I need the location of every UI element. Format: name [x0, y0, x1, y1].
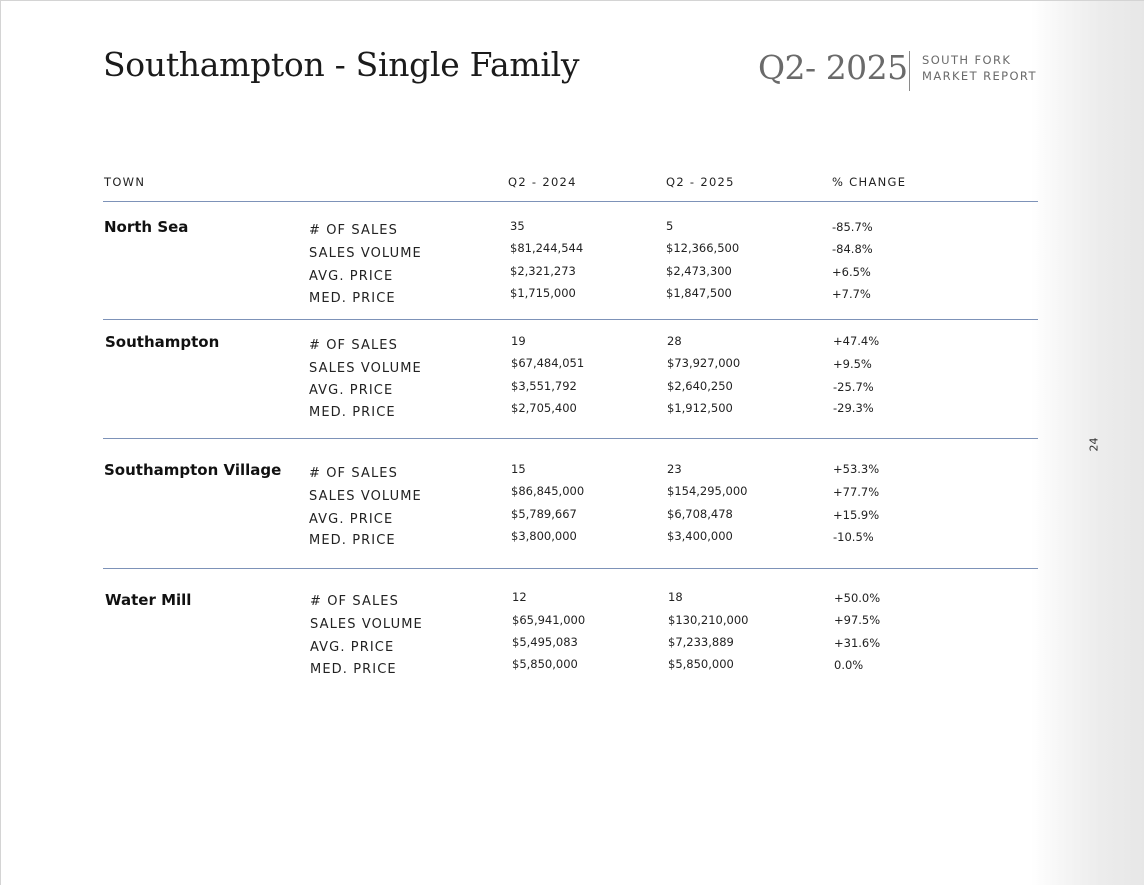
- cell-q2-2025: $1,912,500: [667, 401, 733, 415]
- cell-change: -25.7%: [833, 380, 874, 394]
- cell-q2-2024: $1,715,000: [510, 286, 576, 300]
- report-period: Q2- 2025: [758, 48, 908, 87]
- metric-label: AVG. PRICE: [310, 640, 395, 655]
- metric-label: MED. PRICE: [310, 662, 397, 677]
- metric-label: # OF SALES: [309, 466, 398, 481]
- cell-q2-2025: $73,927,000: [667, 356, 741, 370]
- cell-q2-2025: $3,400,000: [667, 529, 733, 543]
- column-header-change: % CHANGE: [832, 175, 907, 189]
- metric-label: AVG. PRICE: [309, 269, 394, 284]
- cell-change: +31.6%: [834, 636, 881, 650]
- cell-q2-2025: $12,366,500: [666, 241, 740, 255]
- report-name-line-2: MARKET REPORT: [922, 69, 1037, 83]
- cell-q2-2025: $2,473,300: [666, 264, 732, 278]
- metric-label: MED. PRICE: [309, 533, 396, 548]
- metric-label: # OF SALES: [309, 338, 398, 353]
- cell-q2-2025: $1,847,500: [666, 286, 732, 300]
- section-divider: [103, 319, 1038, 320]
- column-header-q2-2025: Q2 - 2025: [666, 175, 735, 189]
- page-title: Southampton - Single Family: [103, 45, 580, 84]
- metric-label: AVG. PRICE: [309, 383, 394, 398]
- cell-change: +97.5%: [834, 613, 881, 627]
- section-divider: [103, 568, 1038, 569]
- cell-q2-2025: $6,708,478: [667, 507, 733, 521]
- report-name-line-1: SOUTH FORK: [922, 53, 1012, 67]
- cell-change: -85.7%: [832, 220, 873, 234]
- header-divider-rule: [103, 201, 1038, 202]
- cell-q2-2025: $7,233,889: [668, 635, 734, 649]
- cell-q2-2024: $5,495,083: [512, 635, 578, 649]
- cell-q2-2025: $154,295,000: [667, 484, 748, 498]
- report-name: [922, 52, 1037, 84]
- cell-q2-2024: $81,244,544: [510, 241, 584, 255]
- page-number: 24: [1087, 437, 1101, 452]
- metric-label: MED. PRICE: [309, 405, 396, 420]
- cell-change: -29.3%: [833, 401, 874, 415]
- metric-label: # OF SALES: [309, 223, 398, 238]
- metric-label: # OF SALES: [310, 594, 399, 609]
- column-header-q2-2024: Q2 - 2024: [508, 175, 577, 189]
- cell-q2-2024: $3,551,792: [511, 379, 577, 393]
- cell-q2-2024: $67,484,051: [511, 356, 585, 370]
- cell-q2-2024: 15: [511, 462, 526, 476]
- cell-q2-2024: $65,941,000: [512, 613, 586, 627]
- cell-change: +7.7%: [832, 287, 871, 301]
- cell-change: +47.4%: [833, 334, 880, 348]
- metric-label: SALES VOLUME: [309, 489, 422, 504]
- town-name: Southampton Village: [104, 461, 282, 479]
- cell-q2-2025: 18: [668, 590, 683, 604]
- cell-q2-2024: $2,705,400: [511, 401, 577, 415]
- town-name: Water Mill: [105, 591, 192, 609]
- cell-q2-2024: $5,850,000: [512, 657, 578, 671]
- cell-q2-2025: 23: [667, 462, 682, 476]
- cell-change: 0.0%: [834, 658, 864, 672]
- cell-q2-2024: $3,800,000: [511, 529, 577, 543]
- town-name: Southampton: [105, 333, 220, 351]
- metric-label: AVG. PRICE: [309, 512, 394, 527]
- cell-change: -84.8%: [832, 242, 873, 256]
- cell-q2-2025: 28: [667, 334, 682, 348]
- cell-q2-2024: 35: [510, 219, 525, 233]
- cell-q2-2025: 5: [666, 219, 674, 233]
- cell-q2-2024: 19: [511, 334, 526, 348]
- metric-label: SALES VOLUME: [309, 361, 422, 376]
- header-divider: [909, 51, 910, 91]
- cell-change: +53.3%: [833, 462, 880, 476]
- cell-change: +15.9%: [833, 508, 880, 522]
- cell-q2-2024: 12: [512, 590, 527, 604]
- cell-change: +6.5%: [832, 265, 871, 279]
- metric-label: SALES VOLUME: [309, 246, 422, 261]
- metric-label: SALES VOLUME: [310, 617, 423, 632]
- cell-change: +77.7%: [833, 485, 880, 499]
- section-divider: [103, 438, 1038, 439]
- cell-q2-2025: $2,640,250: [667, 379, 733, 393]
- cell-change: -10.5%: [833, 530, 874, 544]
- metric-label: MED. PRICE: [309, 291, 396, 306]
- cell-q2-2025: $5,850,000: [668, 657, 734, 671]
- cell-q2-2024: $86,845,000: [511, 484, 585, 498]
- cell-change: +9.5%: [833, 357, 872, 371]
- cell-change: +50.0%: [834, 591, 881, 605]
- town-name: North Sea: [104, 218, 189, 236]
- cell-q2-2024: $2,321,273: [510, 264, 576, 278]
- cell-q2-2024: $5,789,667: [511, 507, 577, 521]
- cell-q2-2025: $130,210,000: [668, 613, 749, 627]
- column-header-town: TOWN: [104, 175, 146, 189]
